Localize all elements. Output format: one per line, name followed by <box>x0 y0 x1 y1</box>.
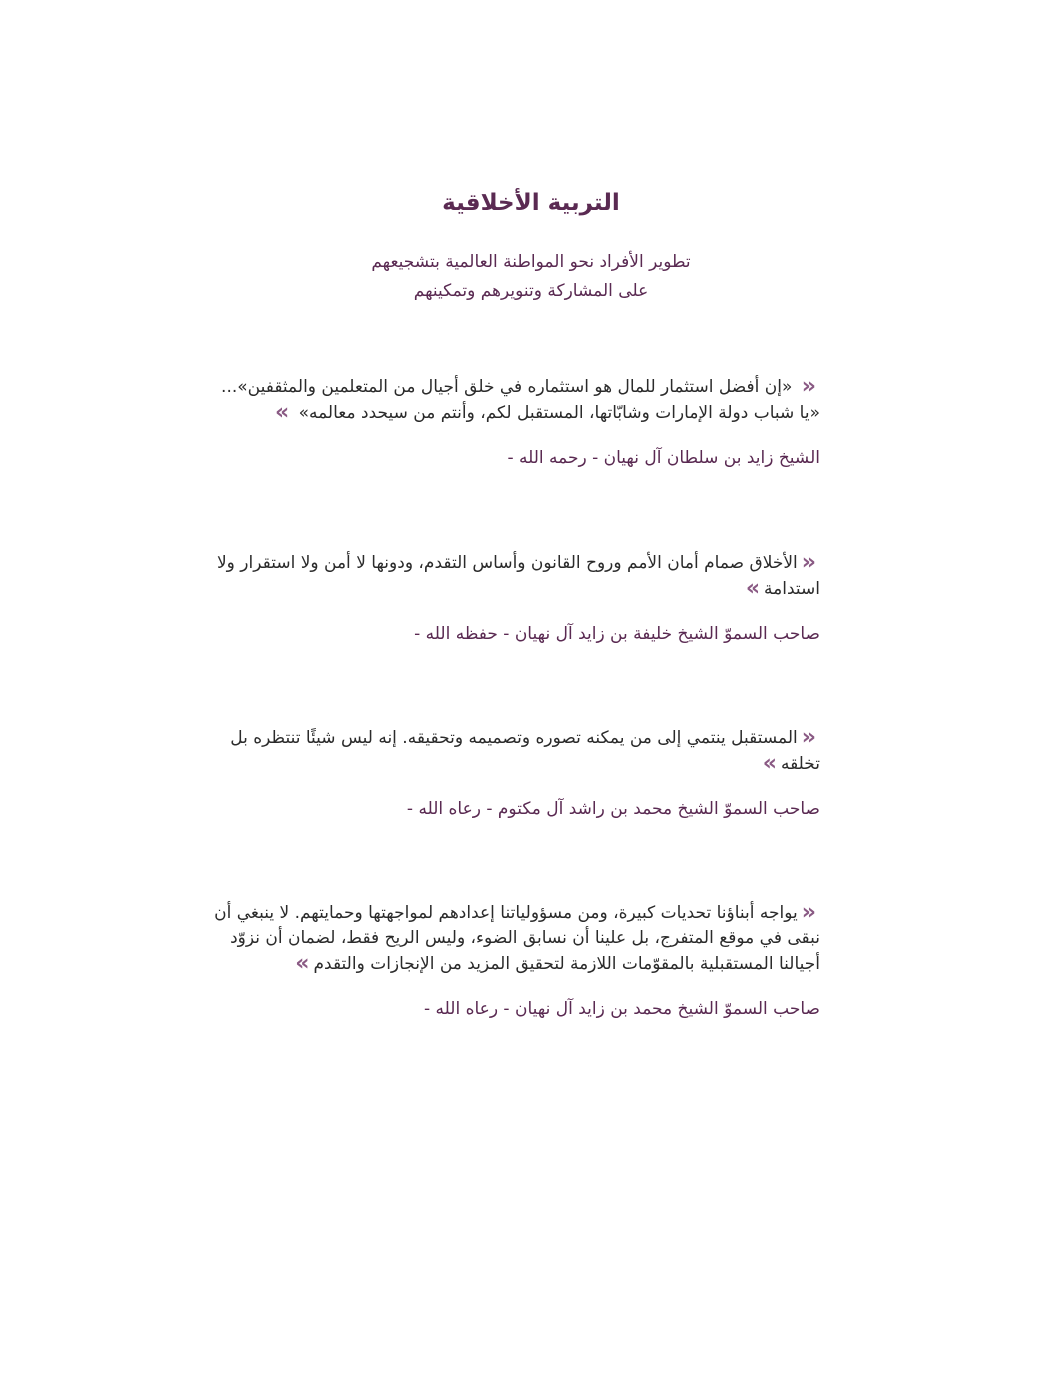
quote-text <box>208 725 820 777</box>
quote-block-zayed <box>208 374 820 468</box>
page-subtitle <box>0 248 1062 306</box>
open-quote-mark-icon: « <box>801 550 816 575</box>
quote-line-1: «إن أفضل استثمار للمال هو استثماره في خلق أجيال من المتعلمين والمثقفين»... <box>221 377 793 397</box>
quote-author: الشيخ زايد بن سلطان آل نهيان - رحمه الله - <box>507 448 820 468</box>
quote-block-khalifa <box>208 550 820 644</box>
quote-author: صاحب السموّ الشيخ محمد بن راشد آل مكتوم - رعاه الله - <box>406 799 820 819</box>
quote-body: المستقبل ينتمي إلى من يمكنه تصوره وتصميمه وتحقيقه. إنه ليس شيئًا تنتظره بل تخلقه <box>230 728 820 774</box>
open-quote-mark-icon: « <box>801 725 816 750</box>
quote-text <box>208 900 820 977</box>
close-quote-mark-icon: » <box>295 951 310 976</box>
quote-block-mohammed-bin-rashid <box>208 725 820 819</box>
quote-body: يواجه أبناؤنا تحديات كبيرة، ومن مسؤولياتنا إعدادهم لمواجهتها وحمايتهم. لا ينبغي أن نبقى في موقع المتفرج، بل علينا أن نسابق الضوء، وليس الريح فقط، لضمان أن نزوّد أجيالنا المستقبلية بالمقوّمات اللازمة لتحقيق المزيد من الإنجازات والتقدم <box>214 903 820 974</box>
quote-text <box>208 374 820 426</box>
quote-text <box>208 550 820 602</box>
close-quote-mark-icon: » <box>745 576 761 601</box>
close-quote-mark-icon: » <box>762 751 777 776</box>
quote-author: صاحب السموّ الشيخ خليفة بن زايد آل نهيان - حفظه الله - <box>414 624 820 644</box>
subtitle-line-2: على المشاركة وتنويرهم وتمكينهم <box>413 281 649 301</box>
close-quote-mark-icon: » <box>274 400 290 425</box>
quote-line-2: «يا شباب دولة الإمارات وشابّاتها، المستقبل لكم، وأنتم من سيحدد معالمه» <box>298 403 820 423</box>
open-quote-mark-icon: « <box>801 900 816 925</box>
quote-block-mohammed-bin-zayed <box>208 900 820 1019</box>
subtitle-line-1: تطوير الأفراد نحو المواطنة العالمية بتشجيعهم <box>371 252 691 272</box>
page-title: التربية الأخلاقية <box>442 190 620 216</box>
quote-author: صاحب السموّ الشيخ محمد بن زايد آل نهيان - رعاه الله - <box>424 999 820 1019</box>
open-quote-mark-icon: « <box>801 374 816 399</box>
quote-body: الأخلاق صمام أمان الأمم وروح القانون وأساس التقدم، ودونها لا أمن ولا استقرار ولا استدامة <box>216 553 820 599</box>
